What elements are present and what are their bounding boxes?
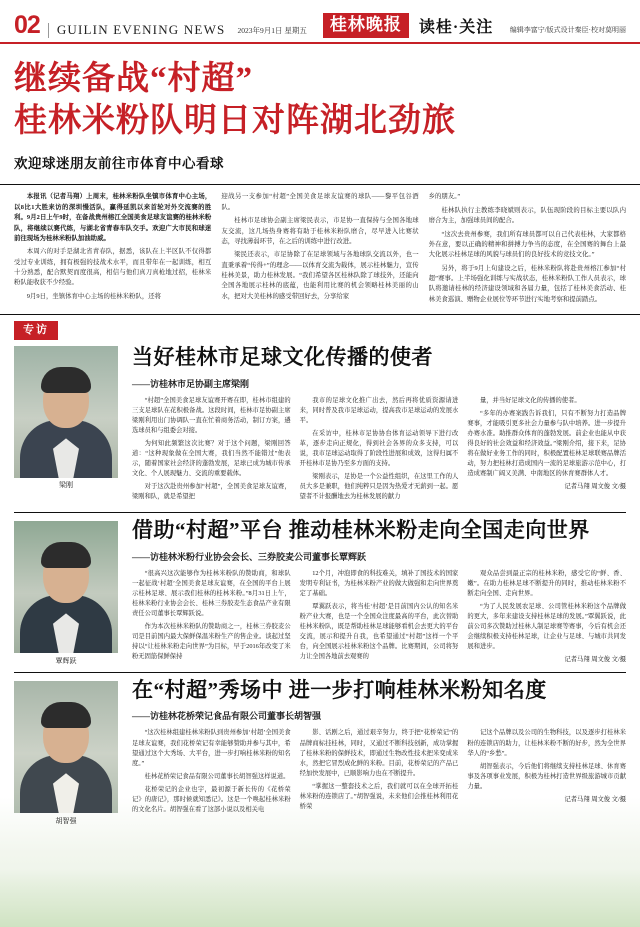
paragraph: “掌握这一整套技术之后，我们就可以在全球开拓桂林米粉的连锁店了。”胡智强说，未来他们会推桂林利用花桥荣: [299, 782, 459, 810]
lead-paragraph: “这次去贵州参赛，我们所有球员都可以自己代表桂林，大家都格外在意，要以正确的精神和拼搏力争当的态度，在全国赛的舞台上最大化展示桂林足球的风貌与球员们的良好技术的竞技文化。”: [428, 230, 626, 259]
headline-line-1: 继续备战“村超”: [14, 61, 253, 97]
article-column: [300, 569, 459, 666]
article-1-body: [132, 396, 626, 506]
lead-column-2: [221, 192, 418, 308]
paragraph: “这次桂林组建桂林米粉队到贵州参加‘村超’全国美食足球友谊赛，我们花桥荣记有幸能够赞助并参与其中，希望通过这个大秀场、大平台，进一步打响桂林米粉的知名度。”: [132, 729, 291, 767]
page-footer-decoration: [0, 869, 640, 927]
article-1: [0, 340, 640, 505]
article-3-subtitle: ——访桂林花桥荣记食品有限公司董事长胡智强: [132, 711, 322, 722]
photo-subject-hair: [41, 702, 91, 728]
lead-paragraph: 桂林市足球协会副主席梁民表示，市足协一直保持与全国各地球友交流，这几场热身赛将有助于桂林米粉队磨合，尽早进入比赛状态，寻找薄弱环节，在之后的训练中进行改进。: [221, 217, 419, 245]
article-column: [300, 396, 459, 506]
masthead: [0, 0, 640, 44]
article-1-title: 当好桂林市足球文化传播的使者: [132, 345, 433, 370]
subheadline: 欢迎球迷朋友前往市体育中心看球: [14, 156, 224, 172]
article-column: [467, 396, 626, 506]
lead-paragraph: 乡的朋友。”: [428, 193, 461, 201]
masthead-logo: 桂林晚报: [323, 13, 409, 38]
article-2-body: [132, 569, 626, 666]
masthead-english-title: GUILIN EVENING NEWS: [48, 23, 226, 38]
article-column: [132, 396, 291, 506]
portrait-caption-2: 覃辉跃: [55, 657, 77, 666]
paragraph: 记这个品牌以及公司的生物科技，以及逐步打桂林米粉的连锁店的助力，让桂林米粉不断的好步，然为全世界华人的“乡愁”。: [467, 729, 627, 757]
paragraph: “很高兴这次能够作为桂林米粉队的赞助商，和球队一起征战‘村超’全国美食足球友谊赛，在全国的平台上展示桂林足球、展示我们桂林的桂林米粉。”8月31日上午，桂林米粉行业协会会长、桂林三券胶麦生态食品产业有限责任公司董事长覃辉跃说。: [132, 569, 291, 617]
article-column: [132, 728, 291, 818]
paragraph: 12个月，冲泡即食的科技难关，填补了国技术的国家发明专利证书，为桂林米粉产业的做大做强和走向世界奠定了基础。: [299, 569, 459, 597]
lead-paragraph: 本周六的对手是湖北省青春队，据悉，该队在上半区队不仅得都受过专业训练，拥有极强的技战术水平，而且带年在一起训练，相互十分熟悉，配合默契而度很高，相信与他们真刀真枪地过招，桂林米粉队能收获不少经验。: [14, 248, 212, 287]
article-column: [132, 569, 291, 666]
article-3-byline: 记者马翔 周文俊 文/摄: [564, 795, 627, 803]
portrait-caption-3: 胡智强: [55, 817, 77, 826]
masthead-slogan: 读桂·关注: [418, 19, 494, 36]
paragraph: 在采访中，桂林市足协协台体育运动领导下进行改革，逐步走向正规化，得到社会各界的众多支持，可以说，我市足球运动取得了阶段性进展和成效，这得归属不开桂林市足协乃至多方面的支持。: [299, 429, 459, 468]
paragraph: 覃翼跃表示，将当桂‘村超’是目前国内公认的知名米粉产业大赛，也是一个全国众注度最高的平台，此次替助桂林米粉队，既是帮助桂林足球能够看机会去更大的平台交流，展示和提升自我，也希望通过“村超”这样一个平台，向全国展示桂林米粉这个品牌。比赛期间，公司将努力让全国各地前去观赛的: [299, 602, 459, 661]
article-column: [467, 569, 626, 666]
lead-paragraph: 迎战另一支参加“村超”全国美食足球友谊赛的球队——黎平包谷酒队。: [221, 193, 419, 211]
paragraph: 我市的足球文化推广出去，然后再将优质资源请进来，同时普及我市足球运动，提高我市足球运动的发展水平。: [299, 396, 459, 424]
paragraph: 胡智强表示，今后他们将继续支持桂林足球、休育赛事及各项事业发展，积极为桂林打造世界级旅游城市贡献力量。: [467, 762, 627, 790]
lead-paragraph: 梁民还表示，市足协除了在足球领域与各地球队交流以外，也一直秉承着“传得+”的理念——以体育交流为载体，展示桂林魅力，宣传桂林美景，助力桂林发展。“我们希望各区桂林队除了球技外，还能向全国各地展示桂林的底蕴，也能利用比赛的机会领略桂林美丽的山水，把对大美桂林的感受带回好去，分享给家: [221, 251, 419, 300]
article-column: [467, 728, 626, 818]
paragraph: 影、话剧之后，通过艰辛努力，终于把“花桥荣记”的品牌商标挂桂林，同时，又通过不断科技创新，成功掌握了桂林米粉的保鲜技术，即通过生物改性技术把米变成米水，然把它冒烈成化鲜的米粉。目前，花桥荣记的产品已经加快发展中，已顺影响力也在不断提升。: [299, 729, 459, 777]
masthead-credits: 编辑李富宁/版式设计秦臣·校对莫明丽: [509, 26, 626, 34]
paragraph: 量，并当好足球文化的传播的使者。: [479, 396, 581, 404]
paragraph: 花桥荣记的企业也宇，最初源于新长传的《花桥荣记》的唐记》，那时候就知悉记》。这是一个唤起桂林米粉的文化名片。胡智强在看了这部小说以及相关电: [132, 785, 291, 813]
article-1-subtitle: ——访桂林市足协副主席梁刚: [132, 378, 250, 389]
lead-paragraph: 本报讯（记者马翔）上周末，桂林米粉队坐镇市体育中心主场，以8比1大胜来访的深圳慢活队，赢得延凯以来首轮对外交流赛的胜利。9月2日上午9时，在备战贵州榕江全国美食足球友谊赛的桂林米粉队，将继续以赛代练，与湖北省青春车队交手。欢迎广大市民和球迷前往现场为桂林米粉队加油助威。: [14, 193, 212, 242]
lead-story: [0, 185, 640, 315]
photo-subject-hair: [41, 542, 91, 568]
paragraph: 对于这次赴贵州参加“村超”，全国美食足球友谊赛，梁刚和队，就是希望把: [132, 483, 291, 501]
paragraph: “多年的办赛案践告诉我们，只有不断努力打造品牌赛事，才能吸引更多社会力量参与队中培养。进一步提升办赛水准。助推群众体育的蓬勃发展。前企业也能从中获得良好的社会效益和经济效益。”梁刚介绍，接下来，足协将在做好业务工作的同时，积极配置桂林足球联赛品牌活动，努力把桂林打造成国内一流的足球旅游示范中心，打造成赛制广阔又美满、中南地区的休育赛群体人才。: [467, 409, 627, 478]
portrait-photo-3: [14, 681, 118, 813]
article-2: [0, 513, 640, 665]
headline-line-2: 桂林米粉队明日对阵湖北劲旅: [14, 103, 456, 140]
article-2-title: 借助“村超”平台 推动桂林米粉走向全国走向世界: [132, 518, 590, 543]
article-3-body: [132, 728, 626, 818]
portrait-caption-1: 梁刚: [59, 481, 73, 490]
article-3-title: 在“村超”秀场中 进一步打响桂林米粉知名度: [132, 678, 547, 703]
photo-subject-hair: [41, 367, 91, 393]
page-title: [14, 58, 626, 142]
paragraph: “为了人民发展农足球、公司管桂林米粉这个品牌做的更大，多年来建设支持桂林足球的发展。”覃翼跃说，此前公司多次赞助过桂林人制足球赛等赛事，今后有机会还会继续积极支持桂林足球，让企业与足球、与城市共同发展和进步。: [467, 602, 627, 651]
paragraph: “村超”全国美食足球友谊赛开赛在即，桂林市组建的三支足球队在花积极备战。这段时间，桂林市足协副主席梁刚利用出门协调队一直在忙着商务活动，制订方案，遴选球员和与组委会对接。: [132, 396, 291, 434]
page-number: 02: [14, 11, 40, 39]
article-2-subtitle: ——访桂林米粉行业协会会长、三券胶麦公司董事长覃辉跃: [132, 551, 367, 562]
lead-paragraph: 另外，将于9月上旬建设之后，桂林米粉队将赴贵州榕江参加“村超”赛事。上半场强化训练与实战状态，桂林米粉队工作人员表示，球队将邀请桂林的经济建设领域和各届力量，包括了桂林美食活动、桂林美食巡演、赠物企业展位等环节进行实地考察和提前踏点。: [428, 264, 626, 303]
paragraph: 作为本次桂林米粉队的赞助商之一，桂林三券胶麦公司是目前国内最大保鲜保温米粉生产的售企业。谈起过坚持以“让桂林米粉走向世界”为目标，早于2016年改变了米粉无固筋保鲜保持: [132, 622, 291, 661]
headline-block: [0, 44, 640, 185]
lead-paragraph: 9月9日，坐镇体育中心主场的桂林米粉队，还将: [26, 292, 161, 300]
portrait-photo-2: [14, 521, 118, 653]
lead-column-3: [429, 192, 626, 308]
article-3: [0, 673, 640, 826]
paragraph: 梁刚表示，足协是一个公益性组织，在这里工作的人员大多是兼职，他们纯粹只是因为热爱才无薪到一起。愿望者不计报酬地去为桂林发展的献力: [299, 473, 459, 501]
article-1-byline: 记者马翔 周文俊 文/摄: [564, 483, 627, 491]
masthead-date: 2023年9月1日 星期五: [237, 26, 307, 35]
paragraph: 观众品尝到最正宗的桂林米粉，感受它的“鲜、香、嫩”。在助力桂林足球不断提升的同时，推动桂林米粉不断走向全国、走向世界。: [467, 569, 627, 597]
paragraph: 为何知此频繁这次比赛？对于这个问题，梁刚回答道：“这种现象做在全国大赛，我们当然不能错过”他表示，随着国家社会经济的蓬勃发展，足球已成为城市传承文化、个人展现魅力、交流的重要载体。: [132, 439, 291, 478]
portrait-photo-1: [14, 346, 118, 478]
lead-paragraph: 桂林队执行主教练李晓斌则表示，队伍现阶段的目标主要以队内磨合为主，加强球员间的配合。: [428, 206, 626, 225]
article-column: [300, 728, 459, 818]
paragraph: 桂林花桥荣记食品有限公司董事长胡智强这样说道。: [144, 772, 290, 780]
section-tag: 专访: [14, 321, 58, 340]
lead-column-1: [14, 192, 211, 308]
article-2-byline: 记者马翔 周文俊 文/摄: [564, 656, 627, 664]
section-row: [0, 315, 640, 340]
